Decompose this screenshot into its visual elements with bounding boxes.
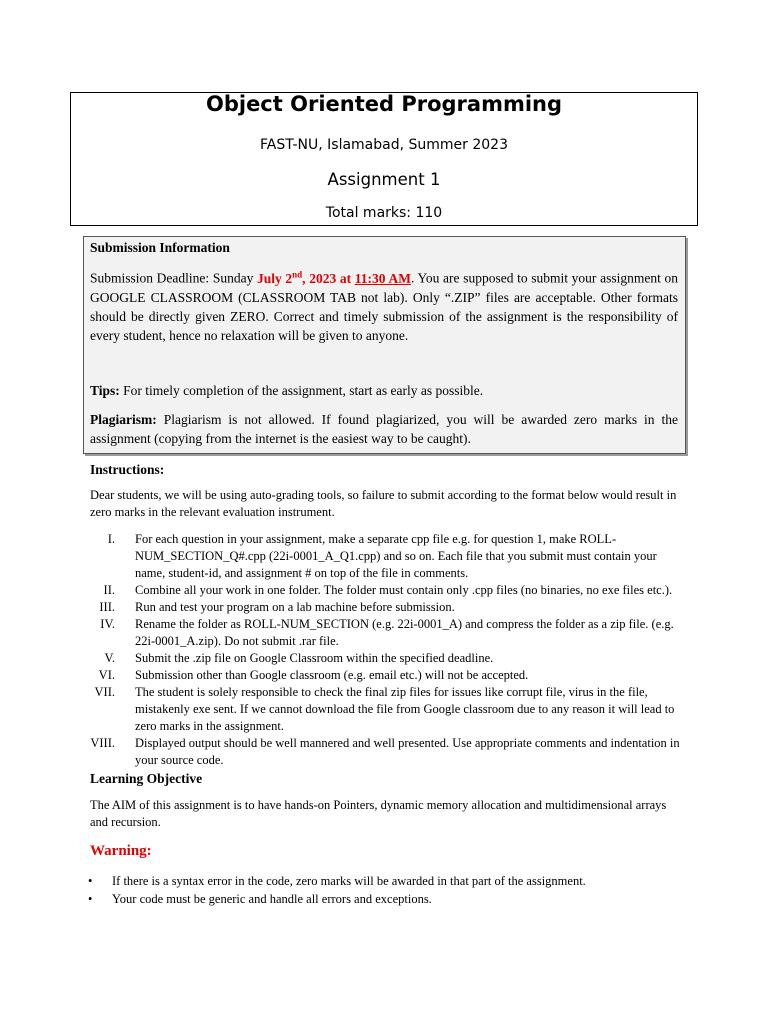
instruction-item: [80, 599, 680, 616]
instruction-text: Run and test your program on a lab machine before submission.: [135, 600, 455, 614]
instruction-text: Submit the .zip file on Google Classroom within the specified deadline.: [135, 651, 494, 665]
instruction-number: III.: [99, 600, 115, 614]
learning-objective-text: The AIM of this assignment is to have hands-on Pointers, dynamic memory allocation and multidimensional arrays and recursion.: [90, 798, 667, 829]
deadline-date: [257, 271, 411, 286]
instruction-text: The student is solely responsible to check the final zip files for issues like corrupt file, virus in the file, mistakenly exe sent. If we cannot download the file from Google classroom due to any reason it will lead to zero marks in the assignment.: [135, 685, 675, 733]
deadline-date-suffix: nd: [292, 269, 303, 279]
instruction-text: Rename the folder as ROLL-NUM_SECTION (e.g. 22i-0001_A) and compress the folder as a zip file. (e.g. 22i-0001_A.zip). Do not submit .rar file.: [135, 617, 674, 648]
submission-deadline-paragraph: [90, 265, 678, 345]
plagiarism-paragraph: [90, 410, 678, 448]
document-title: Object Oriented Programming: [205, 92, 563, 116]
learning-objective-heading: Learning Objective: [90, 771, 203, 786]
deadline-date-main: July 2: [256, 270, 293, 286]
deadline-date-year: , 2023 at: [302, 270, 355, 286]
tips-text: For timely completion of the assignment, start as early as possible.: [119, 383, 484, 398]
instruction-text: For each question in your assignment, make a separate cpp file e.g. for question 1, make ROLL-NUM_SECTION_Q#.cpp (22i-0001_A_Q1.cpp) and so on. Each file that you submit must contain your name, student-id, and assignment # on top of the file in comments.: [135, 532, 657, 580]
instruction-number: I.: [107, 532, 115, 546]
instructions-heading: Instructions:: [90, 462, 165, 477]
plagiarism-label: Plagiarism:: [90, 412, 157, 427]
warning-item: [88, 872, 586, 890]
instruction-item: [80, 616, 680, 650]
instruction-number: VIII.: [90, 736, 115, 750]
bullet-icon: •: [88, 892, 93, 906]
instruction-number: VI.: [98, 668, 115, 682]
instruction-number: VII.: [94, 685, 115, 699]
instruction-text: Combine all your work in one folder. The folder must contain only .cpp files (no binaries, no exe files etc.).: [135, 583, 673, 597]
instruction-number: II.: [103, 583, 115, 597]
deadline-time: 11:30 AM: [354, 270, 411, 286]
warning-text: If there is a syntax error in the code, zero marks will be awarded in that part of the assignment.: [112, 874, 586, 888]
instruction-item: [80, 735, 680, 769]
instructions-intro: Dear students, we will be using auto-grading tools, so failure to submit according to the format below would result in zero marks in the relevant evaluation instrument.: [90, 488, 677, 519]
instruction-item: [80, 531, 680, 582]
assignment-number: Assignment 1: [327, 170, 441, 189]
plagiarism-text: Plagiarism is not allowed. If found plagiarized, you will be awarded zero marks in the assignment (copying from the internet is the easiest way to be caught).: [90, 412, 678, 446]
tips-paragraph: [90, 381, 678, 400]
instructions-list: [80, 531, 680, 769]
warning-item: [88, 890, 586, 908]
total-marks: Total marks: 110: [325, 205, 443, 221]
deadline-rest: . You are supposed to submit your assignment on GOOGLE CLASSROOM (CLASSROOM TAB not lab). Only “.ZIP” files are acceptable. Other formats should be directly given ZERO. Correct and timely submission of the assignment is the responsibility of every student, hence no relaxation will be given to anyone.: [90, 270, 678, 343]
instruction-text: Submission other than Google classroom (e.g. email etc.) will not be accepted.: [135, 668, 529, 682]
instruction-text: Displayed output should be well mannered and well presented. Use appropriate comments and indentation in your source code.: [135, 736, 680, 767]
instruction-item: [80, 582, 680, 599]
instruction-item: [80, 667, 680, 684]
bullet-icon: •: [88, 874, 93, 888]
warning-text: Your code must be generic and handle all errors and exceptions.: [112, 892, 432, 906]
instruction-item: [80, 650, 680, 667]
submission-heading: Submission Information: [90, 240, 230, 255]
instruction-number: IV.: [100, 617, 115, 631]
institution-line: FAST-NU, Islamabad, Summer 2023: [259, 137, 508, 153]
warning-heading: Warning:: [90, 843, 152, 859]
instruction-item: [80, 684, 680, 735]
deadline-prefix: Submission Deadline: Sunday: [90, 270, 257, 286]
tips-label: Tips:: [90, 383, 120, 398]
warning-list: [88, 872, 586, 908]
instruction-number: V.: [104, 651, 115, 665]
